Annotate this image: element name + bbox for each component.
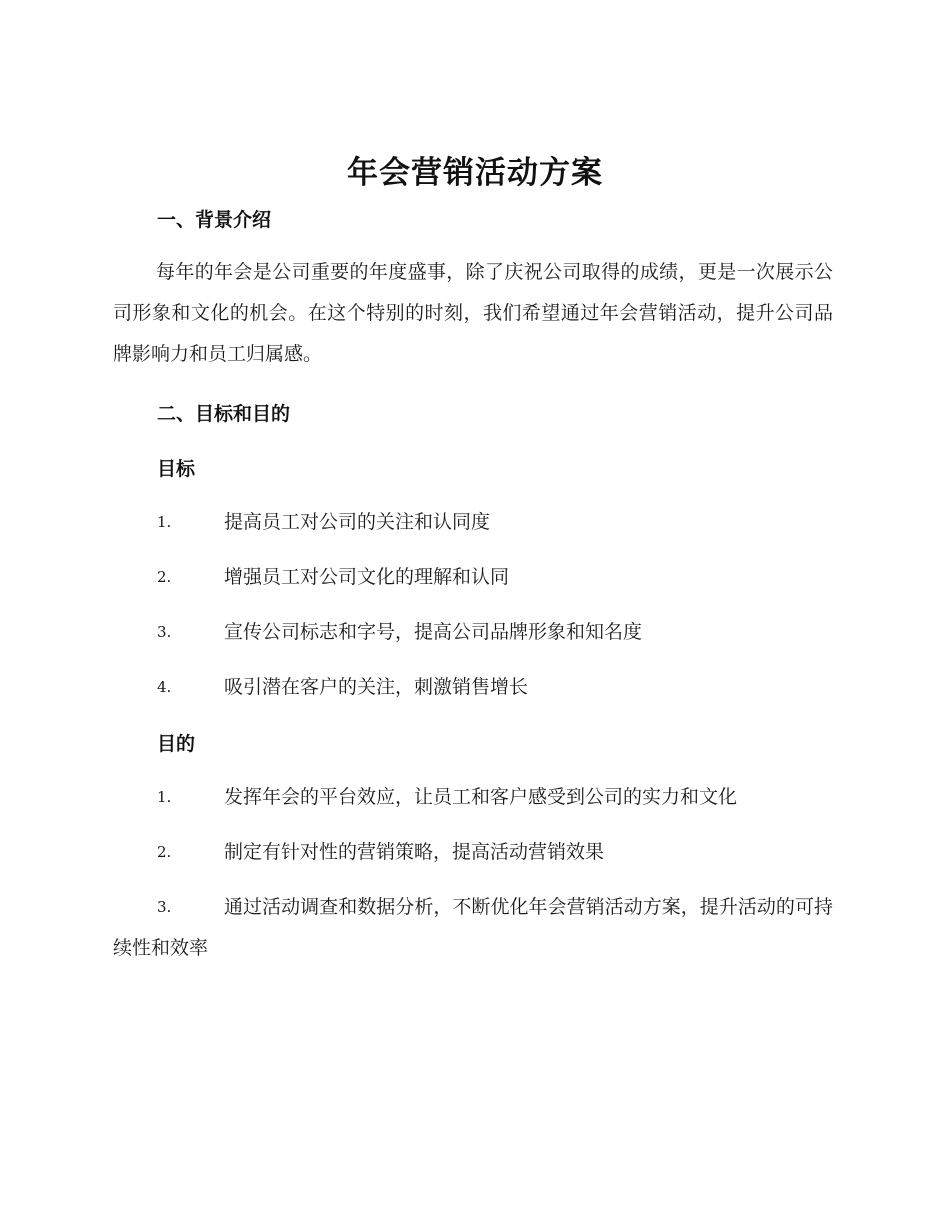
list-text: 增强员工对公司文化的理解和认同 — [224, 566, 510, 588]
purpose-item — [113, 777, 833, 818]
subheading-purposes: 目的 — [157, 733, 196, 755]
list-text: 吸引潜在客户的关注，刺激销售增长 — [224, 676, 529, 698]
document-title: 年会营销活动方案 — [347, 155, 603, 191]
list-text: 通过活动调查和数据分析，不断优化年会营销活动方案，提升活动的可持续性和效率 — [113, 896, 833, 959]
list-number: 1. — [157, 788, 172, 806]
list-number: 4. — [157, 678, 172, 696]
background-paragraph: 每年的年会是公司重要的年度盛事，除了庆祝公司取得的成绩，更是一次展示公司形象和文化的机会。在这个特别的时刻，我们希望通过年会营销活动，提升公司品牌影响力和员工归属感。 — [113, 261, 833, 365]
list-number: 2. — [157, 568, 172, 586]
target-item — [113, 557, 833, 598]
subheading-targets: 目标 — [157, 458, 196, 480]
list-text: 发挥年会的平台效应，让员工和客户感受到公司的实力和文化 — [224, 786, 738, 808]
list-number: 3. — [157, 898, 172, 916]
list-number: 3. — [157, 623, 172, 641]
list-number: 1. — [157, 513, 172, 531]
target-item — [113, 502, 833, 543]
purpose-item — [113, 832, 833, 873]
target-item — [113, 612, 833, 653]
purpose-item — [113, 887, 833, 969]
section-heading-background: 一、背景介绍 — [157, 209, 272, 231]
list-number: 2. — [157, 843, 172, 861]
section-heading-goals: 二、目标和目的 — [157, 403, 291, 425]
target-item — [113, 667, 833, 708]
list-text: 宣传公司标志和字号，提高公司品牌形象和知名度 — [224, 621, 643, 643]
list-text: 制定有针对性的营销策略，提高活动营销效果 — [224, 841, 605, 863]
list-text: 提高员工对公司的关注和认同度 — [224, 511, 491, 533]
